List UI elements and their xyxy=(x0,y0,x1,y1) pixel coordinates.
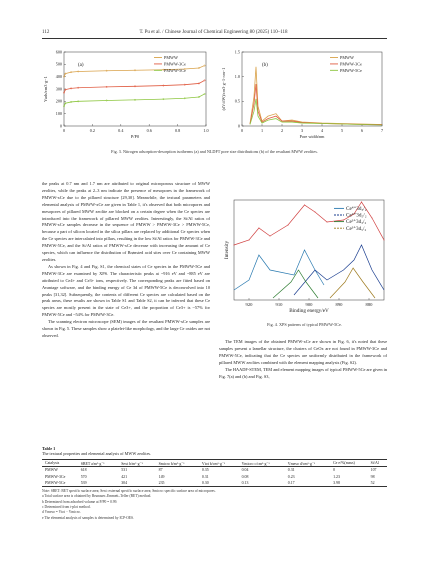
table-row xyxy=(42,467,387,474)
table-cell: 1.23 xyxy=(333,474,340,479)
paragraph: As shown in Fig. 4 and Fig. S1, the chemical states of Ce species in the PMWW-5Ce and PMWW-3Ce are examined by XPS. The characteristic peaks at ~916 eV and ~885 eV are attributed to Ce4+ and Ce3+ ions, respectively. The corresponding peaks are fitted based on Avantage software, and the binding energy of Ce 3d of PMWW-5Ce is deconvolved into 10 peaks [31,32]. Subsequently, the contents of different Ce species are calculated based on the peak areas, these results are shown in Table S1 and Table S2, it can be inferred that these Ce species are mostly present in the state of Ce3+, and the proportion of Ce3+ is ~57% for PMWW-5Ce and ~54% for PMWW-3Ce. xyxy=(42,263,210,318)
x-tick-label: 0.2 xyxy=(89,128,96,133)
table-cell: 0.35 xyxy=(201,468,209,473)
x-tick-label: 0.6 xyxy=(146,128,152,133)
table-title: The textural properties and elemental analysis of MWW zeolites. xyxy=(42,451,152,456)
table-cell: 149 xyxy=(158,474,165,479)
table-cell: 421 xyxy=(121,474,128,479)
x-tick-label: 910 xyxy=(275,302,283,307)
x-tick-label: 0 xyxy=(62,128,66,133)
table-cell: 0.08 xyxy=(241,474,249,479)
legend-label: Ce⁴⁺3d₅/₂ xyxy=(346,212,367,219)
data-point xyxy=(384,240,385,241)
data-point xyxy=(258,228,259,229)
column-header: Ce e/%(mass) xyxy=(333,461,355,466)
figure-3-caption: Fig. 3. Nitrogen adsorption-desorption isotherms (a) and NLDFT pore size distributions (b) of the resultant MWW zeolites. xyxy=(111,149,318,154)
y-tick-label: 0.5 xyxy=(234,98,240,104)
table-footnote: a Total surface area is obtained by Brunauer–Emmett–Teller (BET) method. xyxy=(42,494,152,499)
x-tick-label: 0.8 xyxy=(174,128,181,133)
y-tick-label: 200 xyxy=(55,98,62,104)
legend-label: PMWW xyxy=(340,55,354,60)
right-column xyxy=(219,339,387,380)
series-line-ce4-3d3-2 xyxy=(234,250,324,290)
data-point xyxy=(327,222,328,223)
table-cell: PMWW-3Ce xyxy=(45,474,66,479)
column-header: Catalysts xyxy=(45,461,60,466)
x-tick-label: 7 xyxy=(380,128,384,133)
x-tick-label: 900 xyxy=(305,302,313,307)
running-header: T. Pu et al. / Chinese Journal of Chemical Engineering 80 (2025) 110–118 xyxy=(139,30,288,35)
panel-label: (b) xyxy=(262,63,268,68)
table-footnote: d Vmeso = Vtot − Vmicro. xyxy=(42,510,81,515)
y-tick-label: 500 xyxy=(55,61,62,67)
column-header: Si/Al xyxy=(370,461,379,466)
data-point xyxy=(315,212,316,213)
column-header: Sext b/m²·g⁻¹ xyxy=(121,461,143,466)
table-cell: PMWW xyxy=(45,468,58,473)
column-header: SBET a/m²·g⁻¹ xyxy=(80,461,105,466)
table-footnote: e The elemental analysis of samples is determined by ICP-OES. xyxy=(42,515,134,520)
column-header: Smicro b/m²·g⁻¹ xyxy=(158,461,185,466)
data-point xyxy=(288,225,289,226)
legend-label: PMWW-5Ce xyxy=(340,67,362,73)
x-tick-label: 6 xyxy=(360,128,364,133)
table-header-row xyxy=(42,460,387,467)
x-tick-label: 3 xyxy=(300,128,304,133)
table-footnote: b Determined from adsorbed volume at P/P0 = 0.99. xyxy=(42,499,118,504)
table-cell: 0.17 xyxy=(287,481,295,486)
series-line-pmww xyxy=(250,67,382,125)
table-cell: 98 xyxy=(370,474,375,479)
x-tick-label: 880 xyxy=(365,302,373,307)
paragraph: The TEM images of the obtained PMWW-xCe are shown in Fig. 6, it's noted that these samples present a lamellar structure, the clusters of CeOx are not found in PMWW-3Ce and PMWW-5Ce, indicating that the Ce species are uniformly distributed in the framework of pillared MWW zeolites combined with the element mapping analysis (Fig. S2). xyxy=(219,339,387,365)
data-point xyxy=(372,218,373,219)
y-tick-label: 600 xyxy=(55,49,62,55)
table-cell: 3.98 xyxy=(333,481,340,486)
table-cell: 0.23 xyxy=(287,474,295,479)
column-header: Vtot b/cm³·g⁻¹ xyxy=(201,461,226,466)
left-column xyxy=(42,181,210,340)
y-tick-label: 1.0 xyxy=(234,74,240,80)
x-axis-label: Pore width/nm xyxy=(299,134,325,139)
table-cell: 0.31 xyxy=(201,474,209,479)
y-tick-label: 400 xyxy=(55,74,62,80)
table-cell: 0.31 xyxy=(287,468,295,473)
x-tick-label: 0 xyxy=(240,128,244,133)
series-line-pmww-3ce xyxy=(250,84,382,124)
x-tick-label: 4 xyxy=(320,128,324,133)
table-footnote: Note: SBET: BET specific surface area; Sext: external specific surface area; Smicro: specific surface area of micropores. xyxy=(42,489,216,494)
legend-label: PMWW-3Ce xyxy=(164,61,186,67)
panel-label: (a) xyxy=(78,63,84,68)
legend-label: Ce³⁺3d₃/₂ xyxy=(346,219,367,226)
legend-label: Ce⁴⁺3d₃/₂ xyxy=(346,206,367,212)
data-point xyxy=(270,236,271,237)
table-cell: 304 xyxy=(121,481,128,486)
paragraph: The HAADF-STEM, TEM and element mapping images of typical PMWW-5Ce are given in Fig. 7(a) and (b) and Fig. S3, xyxy=(219,366,387,379)
series-line-pmww-5ce xyxy=(250,99,382,125)
x-tick-label: 1 xyxy=(260,128,264,133)
column-header: Vmicro c/cm³·g⁻¹ xyxy=(241,461,270,466)
x-tick-label: 890 xyxy=(335,302,343,307)
y-tick-label: 100 xyxy=(55,111,62,117)
table-cell: 0.13 xyxy=(241,481,249,486)
table-cell: 570 xyxy=(80,474,87,479)
data-point xyxy=(304,205,305,206)
table-body xyxy=(42,467,387,487)
y-tick-label: 1.5 xyxy=(234,49,240,55)
x-axis-label: Binding energy/eV xyxy=(289,308,329,314)
table-label: Table 1 xyxy=(42,446,56,451)
x-axis-label: P/P0 xyxy=(130,134,140,139)
table-cell: 235 xyxy=(158,481,165,486)
y-axis-label: Vads/cm3·g−1 xyxy=(43,76,48,102)
data-point xyxy=(249,240,250,241)
table-cell: 0 xyxy=(333,468,336,473)
series-line-ce3-3d5-2 xyxy=(330,268,375,298)
table-row xyxy=(42,480,387,487)
table-1 xyxy=(42,446,387,521)
y-tick-label: 0 xyxy=(59,123,62,129)
x-tick-label: 2 xyxy=(280,128,284,133)
x-tick-label: 5 xyxy=(340,128,344,133)
figure-3a-isotherms xyxy=(42,46,212,146)
table-cell: 539 xyxy=(80,481,87,486)
table-cell: 531 xyxy=(121,468,128,473)
paragraph: The scanning electron microscope (SEM) images of the resultant PMWW-xCe samples are shown in Fig. 5. These samples show a platelet-like morphology, and the large Ce oxides are not observed. xyxy=(42,319,210,338)
legend-label: PMWW-5Ce xyxy=(164,67,186,73)
y-tick-label: 300 xyxy=(55,86,62,92)
data-point xyxy=(343,220,344,221)
x-tick-label: 920 xyxy=(245,302,253,307)
figure-4-xps xyxy=(222,196,387,320)
table-cell: 87 xyxy=(158,468,163,473)
table-cell: 107 xyxy=(370,468,377,473)
legend-label: Ce³⁺3d₅/₂ xyxy=(346,225,367,232)
header-rule xyxy=(42,38,387,39)
y-tick-label: 0 xyxy=(237,123,240,129)
page-number: 112 xyxy=(42,30,50,35)
data-point xyxy=(234,245,235,246)
figure-4-caption: Fig. 4. XPS patterns of typical PMWW-5Ce. xyxy=(267,322,342,327)
series-line-ce4-3d5-2 xyxy=(294,245,384,295)
table-cell: 52 xyxy=(370,481,375,486)
table-cell: 0.30 xyxy=(201,481,209,486)
x-tick-label: 1.0 xyxy=(203,128,209,133)
table-cell: PMWW-5Ce xyxy=(45,481,66,486)
table-footnote: c Determined from t-plot method. xyxy=(42,505,91,510)
y-axis-label: Intensity xyxy=(224,240,230,260)
legend-label: PMWW xyxy=(164,55,178,60)
legend-label: PMWW-3Ce xyxy=(340,61,362,67)
table-cell: 0.04 xyxy=(241,468,249,473)
paragraph: the peaks at 0.7 nm and 1.7 nm are attributed to original microporous structure of MWW zeolites, while the peaks at 2–3 nm indicate the presence of mesopores in the framework of PMWW-xCe due to the pillared structure [29,30]. Meanwhile, the textural parameters and elemental analysis of PMWW-xCe are given in Table 1, it's observed that both micropores and mesopores of pillared MWW zeolite are blocked on a certain degree when the Ce species are introduced into the framework of pillared MWW zeolites. Interestingly, the Si/Al ratios of PMWW-xCe samples decrease in the sequence of PMWW > PMWW-3Ce > PMWW-5Ce, because a part of silicon located in the silica pillars are replaced by additional Ce species when the Ce species are intercalated into pillars, resulting in the low Si/Al ratios for PMWW-3Ce and PMWW-5Ce, and the Si/Al ratios of PMWW-xCe decrease with increasing the amount of Ce species, which can influence the distribution of Brønsted acid sites over Ce containing MWW zeolites. xyxy=(42,181,210,262)
table-cell: 618 xyxy=(80,468,87,473)
x-tick-label: 0.4 xyxy=(118,128,124,133)
data-point xyxy=(361,202,362,203)
figure-3b-pore-distribution xyxy=(218,46,388,146)
table-data xyxy=(42,459,387,487)
y-axis-label: (dV/dW)/cm3·g−1·nm−1 xyxy=(221,67,226,111)
table-notes xyxy=(42,489,387,521)
column-header: Vmeso d/cm³·g⁻¹ xyxy=(287,461,316,466)
